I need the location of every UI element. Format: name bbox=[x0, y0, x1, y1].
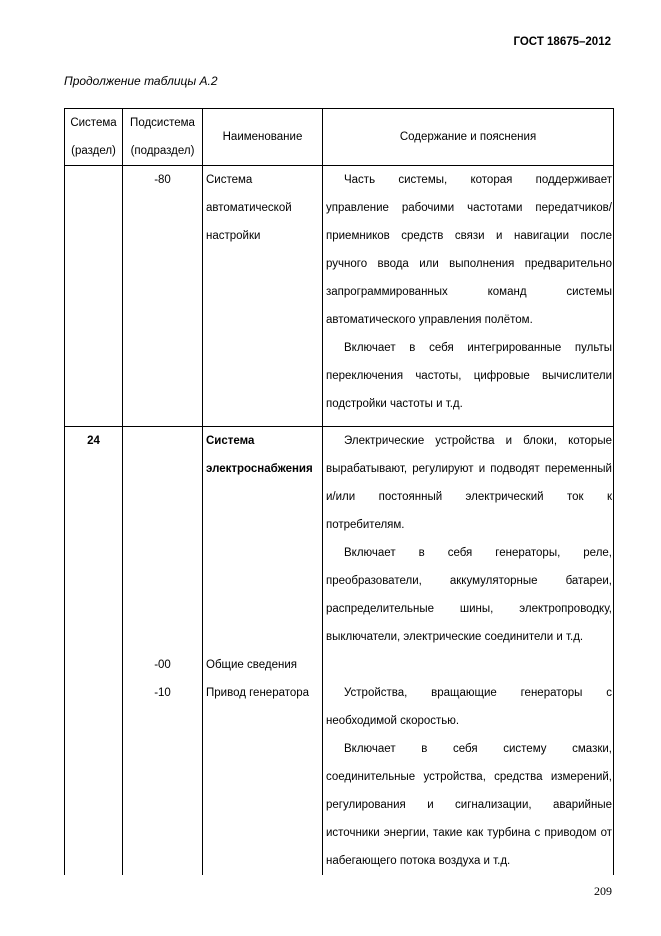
description-paragraph: Электрические устройства и блоки, которые вырабатывают, регулируют и подводят переменный и/или постоянный электрический ток к потребителям. bbox=[326, 435, 612, 531]
table-caption: Продолжение таблицы А.2 bbox=[64, 74, 218, 88]
item-description bbox=[323, 427, 614, 652]
subsystem-code: -00 bbox=[123, 651, 203, 679]
header-content: Содержание и пояснения bbox=[323, 109, 614, 166]
item-name: Система автоматической настройки bbox=[203, 166, 323, 427]
item-description bbox=[323, 679, 614, 875]
header-subsystem bbox=[123, 109, 203, 166]
subsystem-code: -80 bbox=[123, 166, 203, 427]
system-code bbox=[65, 679, 123, 875]
header-subsystem-line-2: (подраздел) bbox=[130, 145, 195, 157]
table-row bbox=[65, 679, 614, 875]
table-row bbox=[65, 651, 614, 679]
subsystem-code: -10 bbox=[123, 679, 203, 875]
document-code: ГОСТ 18675–2012 bbox=[513, 36, 611, 48]
description-paragraph: Включает в себя генераторы, реле, преобразователи, аккумуляторные батареи, распределительные шины, электропроводку, выключатели, электрические соединители и т.д. bbox=[326, 547, 612, 643]
table-row bbox=[65, 427, 614, 652]
header-name: Наименование bbox=[203, 109, 323, 166]
description-paragraph: Устройства, вращающие генераторы с необходимой скоростью. bbox=[326, 687, 612, 727]
header-system-line-2: (раздел) bbox=[71, 145, 116, 157]
header-system-line-1: Система bbox=[70, 117, 117, 129]
description-paragraph: Часть системы, которая поддерживает управление рабочими частотами передатчиков/приемников средств связи и навигации после ручного ввода или выполнения предварительно запрограммированных команд системы автоматического управления полётом. bbox=[326, 174, 612, 326]
description-paragraph: Включает в себя систему смазки, соединительные устройства, средства измерений, регулирования и сигнализации, аварийные источники энергии, такие как турбина с приводом от набегающего потока воздуха и т.д. bbox=[326, 743, 612, 867]
item-name: Общие сведения bbox=[203, 651, 323, 679]
item-description bbox=[323, 166, 614, 427]
system-code bbox=[65, 651, 123, 679]
description-paragraph: Включает в себя интегрированные пульты переключения частоты, цифровые вычислители подстройки частоты и т.д. bbox=[326, 342, 612, 410]
item-name: Система электроснабжения bbox=[203, 427, 323, 652]
classification-table bbox=[64, 108, 614, 875]
system-code: 24 bbox=[65, 427, 123, 652]
item-name: Привод генератора bbox=[203, 679, 323, 875]
header-subsystem-line-1: Подсистема bbox=[130, 117, 195, 129]
page-number: 209 bbox=[594, 884, 612, 898]
header-system bbox=[65, 109, 123, 166]
table-row bbox=[65, 166, 614, 427]
system-code bbox=[65, 166, 123, 427]
item-description bbox=[323, 651, 614, 679]
table-header-row bbox=[65, 109, 614, 166]
subsystem-code bbox=[123, 427, 203, 652]
